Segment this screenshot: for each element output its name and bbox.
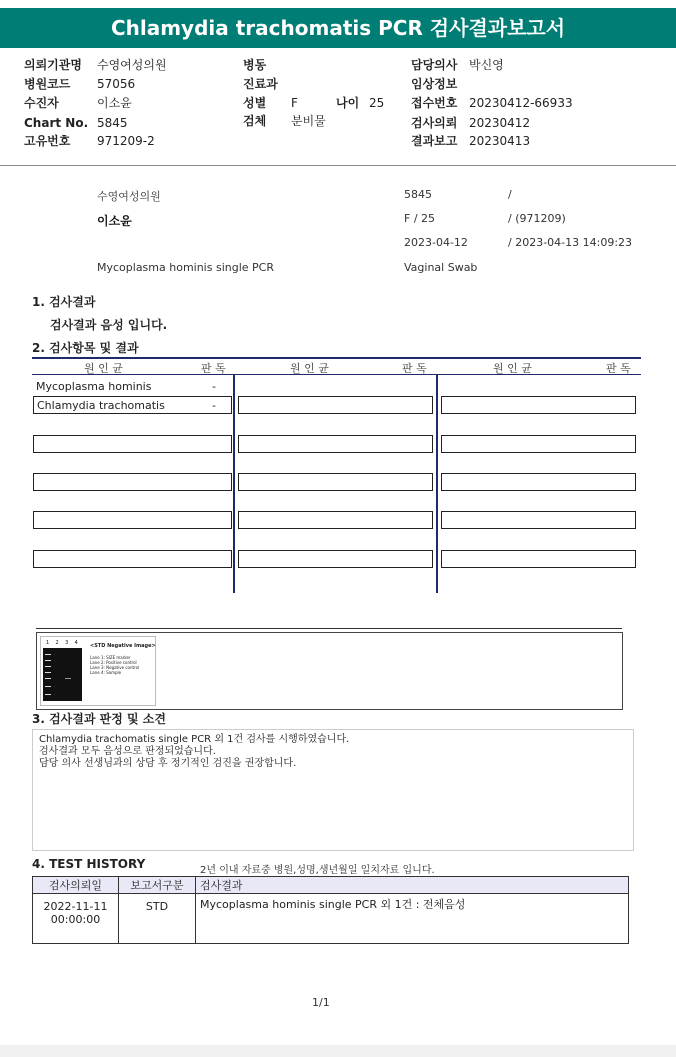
ward-label: 병동 xyxy=(243,58,267,72)
table-column-divider xyxy=(233,375,235,593)
result-box xyxy=(441,435,636,453)
result-box xyxy=(441,473,636,491)
request-date-label: 검사의뢰 xyxy=(411,116,458,130)
hospital-code-value: 57056 xyxy=(97,77,136,91)
table-row xyxy=(33,894,629,944)
gel-legend: Lane 1: SIZE marker Lane 2: Positive control Lane 3: Negative control Lane 4: Sample xyxy=(90,655,140,675)
page-number: 1/1 xyxy=(312,996,330,1009)
opinion-line: 담당 의사 선생님과의 상담 후 정기적인 검진을 권장합니다. xyxy=(39,758,297,769)
summary-id: / (971209) xyxy=(508,212,566,225)
history-note: 2년 이내 자료중 병원,성명,생년월일 일치자료 입니다. xyxy=(200,865,435,876)
doctor-label: 담당의사 xyxy=(411,58,458,72)
gel-lane-numbers: 1 2 3 4 xyxy=(46,640,78,646)
result-box xyxy=(238,473,433,491)
history-header-result: 검사결과 xyxy=(196,877,629,894)
gel-top-rule xyxy=(36,628,622,629)
section1-result: 검사결과 음성 입니다. xyxy=(50,318,168,332)
summary-received-date: 2023-04-12 xyxy=(404,236,468,249)
result-box xyxy=(238,550,433,568)
specimen-label: 검체 xyxy=(243,114,267,128)
table-header-rule xyxy=(32,374,641,375)
result-box xyxy=(33,435,232,453)
result-box xyxy=(33,511,232,529)
table-column-divider xyxy=(436,375,438,593)
col-header-pathogen: 원 인 균 xyxy=(493,362,532,375)
specimen-value: 분비물 xyxy=(291,114,326,128)
item-name: Mycoplasma hominis xyxy=(36,380,152,393)
result-box xyxy=(441,550,636,568)
col-header-pathogen: 원 인 균 xyxy=(290,362,329,375)
clinical-info-label: 임상정보 xyxy=(411,77,458,91)
col-header-judgement: 판 독 xyxy=(606,362,631,375)
summary-slash: / xyxy=(508,188,512,201)
summary-name: 이소윤 xyxy=(97,214,132,228)
result-box xyxy=(238,435,433,453)
dept-label: 진료과 xyxy=(243,77,278,91)
doctor-value: 박신영 xyxy=(469,58,504,72)
report-date-value: 20230413 xyxy=(469,134,531,148)
result-box xyxy=(238,511,433,529)
sex-label: 성별 xyxy=(243,96,267,110)
section1-title: 1. 검사결과 xyxy=(32,295,96,309)
header-row-institution: 의뢰기관명 xyxy=(24,58,82,72)
receipt-no-label: 접수번호 xyxy=(411,96,458,110)
sex-value: F xyxy=(291,96,298,110)
summary-chart: 5845 xyxy=(404,188,432,201)
history-header-type: 보고서구분 xyxy=(119,877,196,894)
summary-reported-date: / 2023-04-13 14:09:23 xyxy=(508,236,633,249)
col-header-judgement: 판 독 xyxy=(201,362,226,375)
result-box xyxy=(33,550,232,568)
item-name: Chlamydia trachomatis xyxy=(37,399,165,412)
col-header-pathogen: 원 인 균 xyxy=(84,362,123,375)
section2-title: 2. 검사항목 및 결과 xyxy=(32,341,139,355)
age-value: 25 xyxy=(369,96,385,110)
header-separator xyxy=(0,165,676,166)
summary-sex-age: F / 25 xyxy=(404,212,436,225)
history-header-date: 검사의뢰일 xyxy=(33,877,119,894)
header-row-patient: 수진자 xyxy=(24,96,59,110)
history-result-cell: Mycoplasma hominis single PCR 외 1건 : 전체음성 xyxy=(196,894,629,944)
result-box xyxy=(238,396,433,414)
opinion-line: Chlamydia trachomatis single PCR 외 1건 검사를 시행하였습니다. xyxy=(39,734,350,745)
institution-value: 수영여성의원 xyxy=(97,58,167,72)
summary-test: Mycoplasma hominis single PCR xyxy=(97,261,274,274)
item-result: - xyxy=(212,399,216,412)
opinion-box xyxy=(32,729,634,851)
table-top-rule xyxy=(32,357,641,359)
patient-name-value: 이소윤 xyxy=(97,96,132,110)
header-row-code: 병원코드 xyxy=(24,77,71,91)
result-box xyxy=(441,511,636,529)
chart-no-value: 5845 xyxy=(97,116,128,130)
header-row-unique: 고유번호 xyxy=(24,134,71,148)
section3-title: 3. 검사결과 판정 및 소견 xyxy=(32,712,166,726)
header-row-chart: Chart No. xyxy=(24,116,89,130)
gel-image xyxy=(43,648,82,701)
result-box xyxy=(441,396,636,414)
col-header-judgement: 판 독 xyxy=(402,362,427,375)
request-date-value: 20230412 xyxy=(469,116,531,130)
result-box xyxy=(33,473,232,491)
report-title: Chlamydia trachomatis PCR 검사결과보고서 xyxy=(0,8,676,48)
section4-title: 4. TEST HISTORY xyxy=(32,857,146,871)
unique-no-value: 971209-2 xyxy=(97,134,155,148)
summary-hospital: 수영여성의원 xyxy=(97,190,161,203)
report-date-label: 결과보고 xyxy=(411,134,458,148)
history-date-cell: 2022-11-11 00:00:00 xyxy=(33,894,119,944)
history-table xyxy=(32,876,629,944)
history-type-cell: STD xyxy=(119,894,196,944)
receipt-no-value: 20230412-66933 xyxy=(469,96,573,110)
opinion-line: 검사결과 모두 음성으로 판정되었습니다. xyxy=(39,746,216,757)
item-result: - xyxy=(212,380,216,393)
age-label: 나이 xyxy=(336,96,360,110)
summary-specimen: Vaginal Swab xyxy=(404,261,478,274)
gel-image-title: <STD Negative Image> xyxy=(90,643,156,649)
